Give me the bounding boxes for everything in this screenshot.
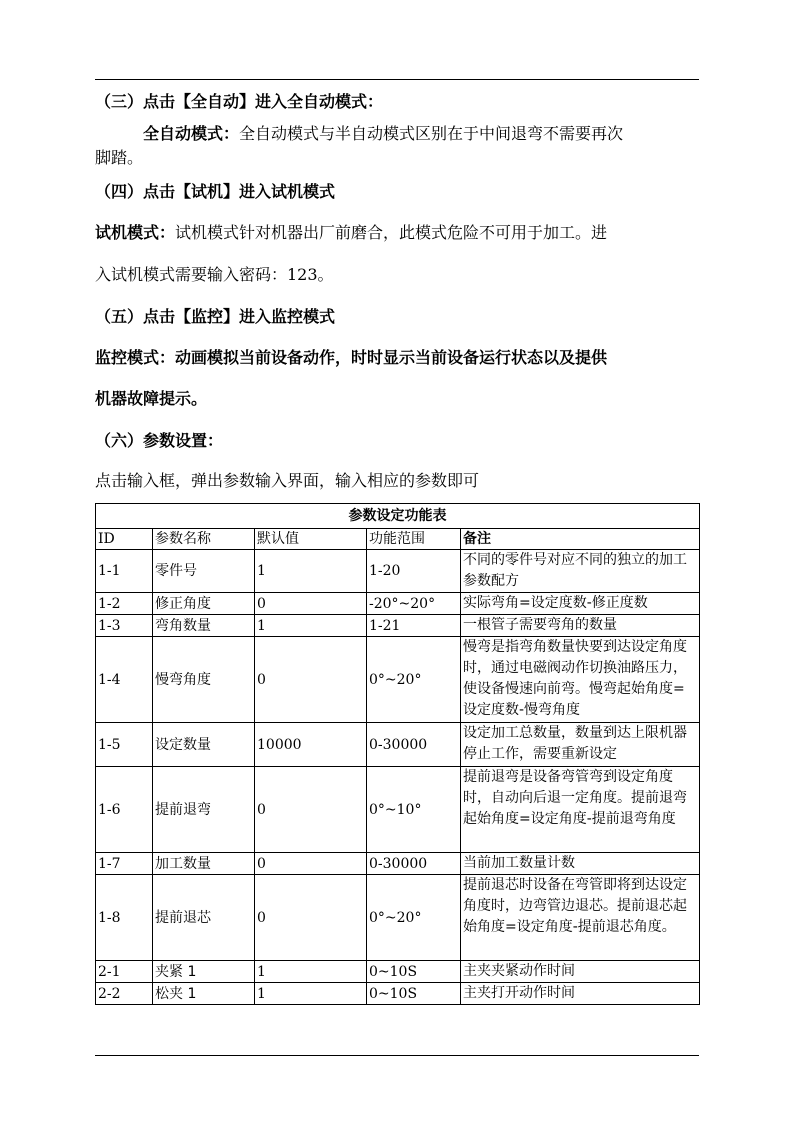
table-row [96,875,700,961]
cell-id: 2-2 [96,983,153,1005]
cell-range: 0-30000 [367,853,461,875]
header-range: 功能范围 [367,529,461,550]
table-row [96,723,700,767]
cell-name: 修正角度 [153,593,255,615]
cell-id: 1-8 [96,875,153,961]
cell-default: 1 [255,550,367,593]
section4-paragraph [95,223,699,243]
header-id: ID [96,529,153,550]
cell-name: 设定数量 [153,723,255,767]
section5-heading: （五）点击【监控】进入监控模式 [95,307,336,326]
cell-default: 0 [255,593,367,615]
cell-note: 主夹打开动作时间 [461,983,700,1005]
cell-note: 实际弯角=设定度数-修正度数 [461,593,700,615]
table-row [96,983,700,1005]
cell-range: 0°~10° [367,767,461,853]
header-name: 参数名称 [153,529,255,550]
cell-range: 0°~20° [367,637,461,723]
section4-text-line1: 试机模式针对机器出厂前磨合，此模式危险不可用于加工。进 [175,223,608,242]
cell-note: 设定加工总数量，数量到达上限机器停止工作，需要重新设定 [461,723,700,767]
section6-heading: （六）参数设置： [95,431,224,450]
cell-id: 1-6 [96,767,153,853]
cell-range: 0-30000 [367,723,461,767]
cell-name: 零件号 [153,550,255,593]
cell-range: 0~10S [367,983,461,1005]
footer-rule [95,1055,699,1056]
section4-heading: （四）点击【试机】进入试机模式 [95,182,336,201]
cell-note: 当前加工数量计数 [461,853,700,875]
section3-label: 全自动模式： [143,124,240,143]
section5-text-line2: 机器故障提示。 [95,389,208,408]
table-row [96,593,700,615]
cell-name: 提前退弯 [153,767,255,853]
cell-id: 1-5 [96,723,153,767]
parameter-table [95,503,700,1005]
cell-name: 弯角数量 [153,615,255,637]
cell-id: 1-7 [96,853,153,875]
cell-name: 夹紧 1 [153,961,255,983]
section6-intro: 点击输入框，弹出参数输入界面，输入相应的参数即可 [95,471,480,490]
table-row [96,853,700,875]
cell-name: 松夹 1 [153,983,255,1005]
cell-range: 1-20 [367,550,461,593]
cell-default: 10000 [255,723,367,767]
cell-note: 主夹夹紧动作时间 [461,961,700,983]
cell-name: 慢弯角度 [153,637,255,723]
table-caption-row [96,504,700,529]
cell-note: 一根管子需要弯角的数量 [461,615,700,637]
table-header-row [96,529,700,550]
table-row [96,550,700,593]
cell-default: 1 [255,615,367,637]
table-row [96,767,700,853]
cell-default: 1 [255,983,367,1005]
cell-note: 提前退弯是设备弯管弯到设定角度时，自动向后退一定角度。提前退弯起始角度=设定角度-提前退弯角度 [461,767,700,853]
section3-heading: （三）点击【全自动】进入全自动模式： [95,92,384,111]
section5-text-line1: 监控模式：动画模拟当前设备动作，时时显示当前设备运行状态以及提供 [95,348,608,367]
section3-text-line2: 脚踏。 [95,148,144,167]
cell-name: 提前退芯 [153,875,255,961]
cell-default: 0 [255,637,367,723]
header-rule [95,79,699,80]
cell-default: 1 [255,961,367,983]
table-row [96,961,700,983]
cell-note: 提前退芯时设备在弯管即将到达设定角度时，边弯管边退芯。提前退芯起始角度=设定角度-提前退芯角度。 [461,875,700,961]
table-caption: 参数设定功能表 [96,504,700,529]
cell-id: 1-3 [96,615,153,637]
cell-id: 1-2 [96,593,153,615]
cell-default: 0 [255,853,367,875]
cell-range: -20°~20° [367,593,461,615]
cell-note: 不同的零件号对应不同的独立的加工参数配方 [461,550,700,593]
header-default: 默认值 [255,529,367,550]
cell-id: 1-1 [96,550,153,593]
cell-note: 慢弯是指弯角数量快要到达设定角度时，通过电磁阀动作切换油路压力，使设备慢速向前弯。慢弯起始角度=设定度数-慢弯角度 [461,637,700,723]
section4-text-line2: 入试机模式需要输入密码：123。 [95,265,334,284]
section3-paragraph [143,124,699,144]
cell-range: 0°~20° [367,875,461,961]
cell-name: 加工数量 [153,853,255,875]
cell-default: 0 [255,767,367,853]
section3-text-line1: 全自动模式与半自动模式区别在于中间退弯不需要再次 [239,124,624,143]
header-note: 备注 [461,529,700,550]
cell-range: 1-21 [367,615,461,637]
cell-id: 1-4 [96,637,153,723]
cell-range: 0~10S [367,961,461,983]
table-row [96,637,700,723]
cell-id: 2-1 [96,961,153,983]
cell-default: 0 [255,875,367,961]
section4-label: 试机模式： [95,223,176,242]
table-row [96,615,700,637]
